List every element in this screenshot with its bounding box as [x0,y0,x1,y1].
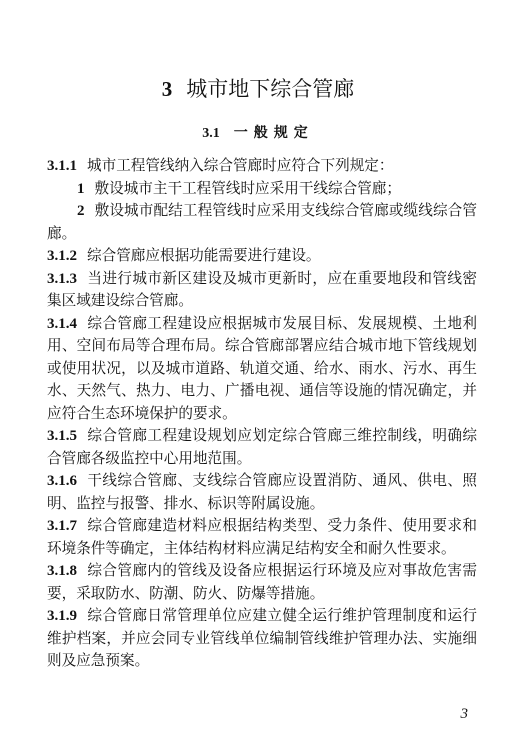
clause-text: 综合管廊内的管线及设备应根据运行环境及应对事故危害需要，采取防水、防潮、防火、防爆等措施。 [47,562,477,602]
clause-text: 城市工程管线纳入综合管廊时应符合下列规定： [87,157,394,174]
clause-3-1-8 [47,560,477,605]
clause-text: 综合管廊日常管理单位应建立健全运行维护管理制度和运行维护档案，并应会同专业管线单位编制管线维护管理办法、实施细则及应急预案。 [47,607,477,669]
clause-number: 3.1.4 [47,315,77,332]
clause-3-1-2 [47,245,477,268]
clause-3-1-9 [47,605,477,673]
clause-3-1-3 [47,268,477,313]
clause-text: 干线综合管廊、支线综合管廊应设置消防、通风、供电、照明、监控与报警、排水、标识等附属设施。 [47,472,477,512]
chapter-title [0,74,516,104]
clause-3-1-4 [47,313,477,426]
clause-3-1-7 [47,515,477,560]
clause-3-1-1-item-2 [47,200,477,245]
clause-number: 3.1.8 [47,563,77,579]
clause-number: 3.1.3 [47,270,77,287]
clause-3-1-6 [47,470,477,515]
item-text: 敷设城市配结工程管线时应采用支线综合管廊或缆线综合管廊。 [47,202,477,242]
clause-number: 3.1.7 [47,518,77,534]
clause-text: 综合管廊应根据功能需要进行建设。 [87,247,321,264]
clause-number: 3.1.1 [47,158,77,174]
clause-3-1-5 [47,425,477,470]
item-number: 1 [77,180,85,197]
clause-number: 3.1.5 [47,428,77,444]
clause-3-1-1-item-1 [47,178,477,201]
section-number: 3.1 [202,126,220,141]
clause-number: 3.1.9 [47,608,77,624]
chapter-number: 3 [161,77,173,101]
item-text: 敷设城市主干工程管线时应采用干线综合管廊； [94,179,401,197]
clause-text: 综合管廊建造材料应根据结构类型、受力条件、使用要求和环境条件等确定，主体结构材料应满足结构安全和耐久性要求。 [47,517,477,557]
chapter-title-text: 城市地下综合管廊 [186,77,355,101]
clause-list [47,155,477,673]
item-number: 2 [77,203,85,219]
section-title-text: 一般规定 [233,125,314,141]
section-title [0,122,516,145]
clause-3-1-1 [47,155,477,178]
clause-number: 3.1.2 [47,248,77,264]
page-number: 3 [460,706,468,722]
clause-text: 当进行城市新区建设及城市更新时，应在重要地段和管线密集区域建设综合管廊。 [47,269,477,309]
clause-number: 3.1.6 [47,473,77,489]
clause-text: 综合管廊工程建设规划应划定综合管廊三维控制线，明确综合管廊各级监控中心用地范围。 [47,427,477,467]
clause-text: 综合管廊工程建设应根据城市发展目标、发展规模、土地利用、空间布局等合理布局。综合管廊部署应结合城市地下管线规划或使用状况，以及城市道路、轨道交通、给水、雨水、污水、再生水、天然气、热力、电力、广播电视、通信等设施的情况确定，并应符合生态环境保护的要求。 [47,314,477,422]
